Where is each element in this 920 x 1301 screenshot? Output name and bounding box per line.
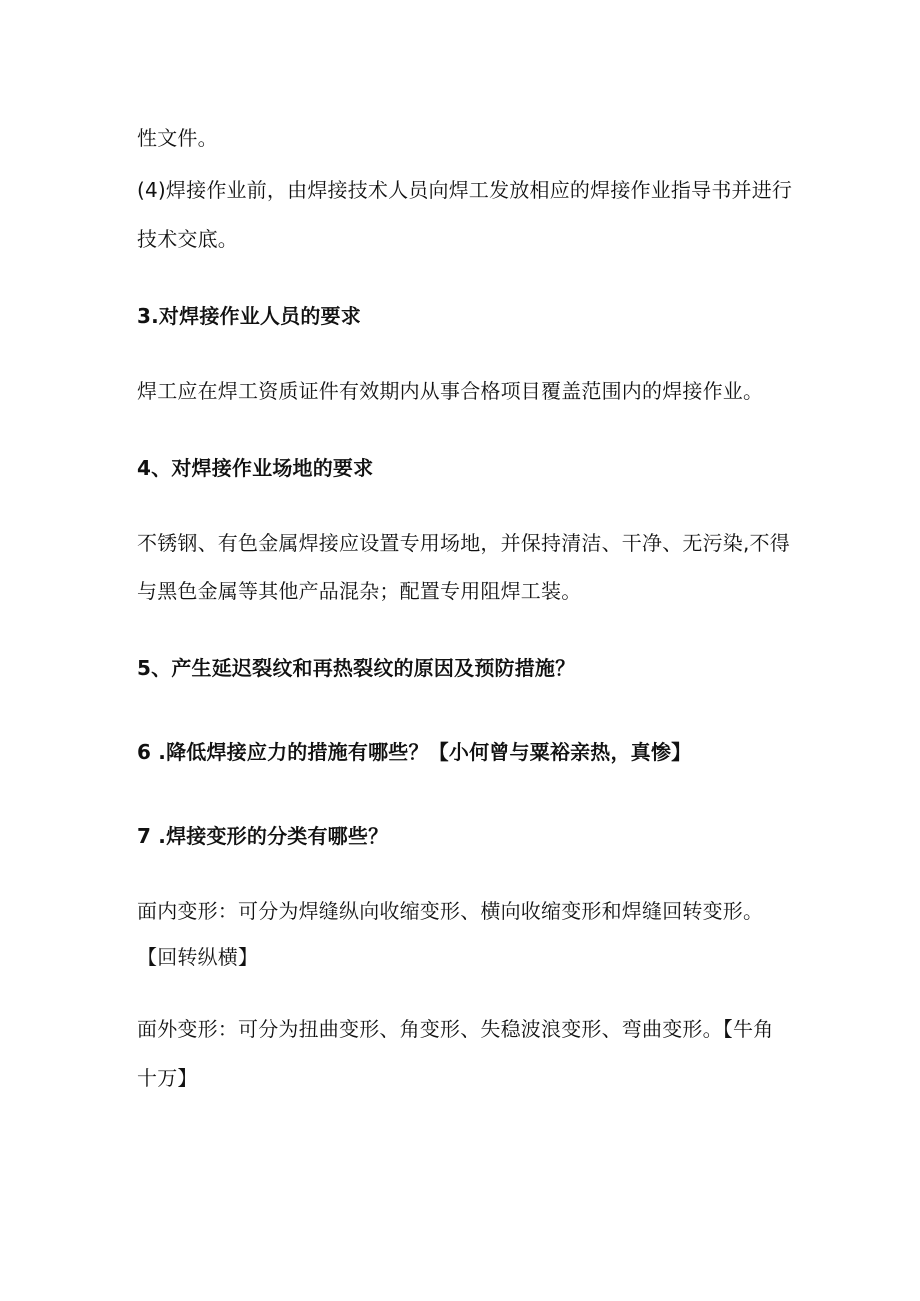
section-heading-4: 4、对焊接作业场地的要求 [137, 456, 374, 480]
paragraph-line: 面外变形：可分为扭曲变形、角变形、失稳波浪变形、弯曲变形。【牛角 [137, 1017, 774, 1041]
section-heading-3: 3.对焊接作业人员的要求 [137, 304, 361, 328]
section-heading-5: 5、产生延迟裂纹和再热裂纹的原因及预防措施？ [137, 656, 576, 680]
paragraph-line: 焊工应在焊工资质证件有效期内从事合格项目覆盖范围内的焊接作业。 [137, 379, 764, 403]
paragraph-line: 与黑色金属等其他产品混杂；配置专用阻焊工装。 [137, 579, 582, 603]
section-heading-7: 7 .焊接变形的分类有哪些？ [137, 824, 389, 848]
paragraph-line: 十万】 [137, 1066, 198, 1090]
section-heading-6: 6 .降低焊接应力的措施有哪些？【小何曾与粟裕亲热，真惨】 [137, 740, 692, 764]
paragraph-line: (4)焊接作业前，由焊接技术人员向焊工发放相应的焊接作业指导书并进行 [137, 178, 793, 202]
paragraph-line: 【回转纵横】 [137, 945, 259, 969]
paragraph-line: 面内变形：可分为焊缝纵向收缩变形、横向收缩变形和焊缝回转变形。 [137, 899, 764, 923]
paragraph-line: 技术交底。 [137, 227, 238, 251]
paragraph-line: 性文件。 [137, 126, 218, 150]
paragraph-line: 不锈钢、有色金属焊接应设置专用场地，并保持清洁、干净、无污染,不得 [137, 531, 790, 555]
